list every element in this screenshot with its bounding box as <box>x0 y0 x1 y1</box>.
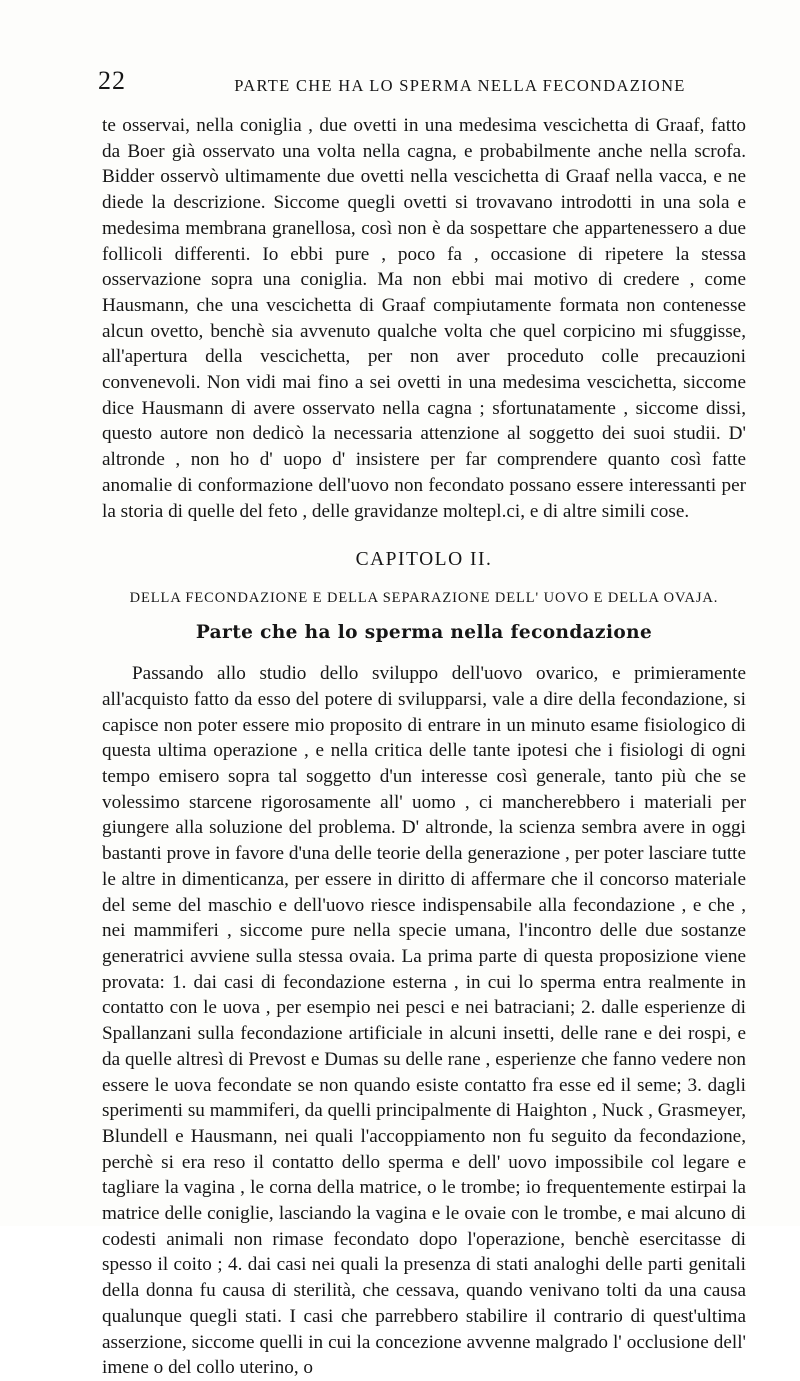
chapter-subtitle: DELLA FECONDAZIONE E DELLA SEPARAZIONE DELL' UOVO E DELLA OVAJA. <box>129 590 719 607</box>
paragraph: Passando allo studio dello sviluppo dell'uovo ovarico, e primieramente all'acquisto fatto da esso del potere di svilupparsi, vale a dire della fecondazione, si capisce non poter essere mio proposito di entrare in un minuto esame fisiologico di questa ultima operazione , e nella critica delle tante ipotesi che i fisiologi di ogni tempo emisero sopra tal soggetto d'un interesse così generale, tanto più che se volessimo starcene rigorosamente all' uomo , ci mancherebbero i materiali per giungere alla soluzione del problema. D' altronde, la scienza sembra avere in oggi bastanti prove in favore d'una delle teorie della generazione , per poter lasciare tutte le altre in dimenticanza, per essere in diritto di affermare che il concorso materiale del seme del maschio e dell'uovo riesce indispensabile alla fecondazione , e che , nei mammiferi , siccome pure nella specie umana, l'incontro delle due sostanze generatrici avviene sulla stessa ovaia. La prima parte di questa proposizione viene provata: 1. dai casi di fecondazione esterna , in cui lo sperma entra realmente in contatto con le uova , per esempio nei pesci e nei batraciani; 2. dalle esperienze di Spallanzani sulla fecondazione artificiale in alcuni insetti, delle rane e dei rospi, e da quelle altresì di Prevost e Dumas su delle rane , esperienze che fanno vedere non essere le uova fecondate se non quando esiste contatto fra esse ed il seme; 3. dagli sperimenti su mammiferi, da quelli principalmente di Haighton , Nuck , Grasmeyer, Blundell e Hausmann, nei quali l'accoppiamento non fu seguito da fecondazione, perchè si era reso il contatto dello sperma e dell' uovo impossibile col legare e tagliare la vagina , le corna della matrice, o le trombe; io frequentemente estirpai la matrice delle coniglie, lasciando la vagina e le ovaie con le trombe, e mai alcuno di codesti animali non rimase fecondato dopo l'operazione, benchè esercitasse di spesso il coito ; 4. dai casi nei quali la presenza di stati analoghi delle parti genitali della donna fu causa di sterilità, che cessava, quando venivano tolti da una causa qualunque quegli stati. I casi che parrebbero stabilire il contrario di quest'ultima asserzione, siccome quelli in cui la concezione avvenne malgrado l' occlusione dell' imene o del collo uterino, o <box>102 663 746 1379</box>
chapter-title: CAPITOLO II. <box>355 549 493 571</box>
running-title: PARTE CHE HA LO SPERMA NELLA FECONDAZIONE <box>234 76 686 95</box>
paragraph-continued: te osservai, nella coniglia , due ovetti in una medesima vescichetta di Graaf, fatto da Boer già osservato una volta nella cagna, e probabilmente anche nella scrofa. Bidder osservò ultimamente due ovetti nella vescichetta di Graaf nella vacca, e ne diede la descrizione. Siccome quegli ovetti si trovavano introdotti in una sola e medesima membrana granellosa, così non è da sospettare che appartenessero a due follicoli differenti. Io ebbi pure , poco fa , occasione di ripetere la stessa osservazione sopra una coniglia. Ma non ebbi mai motivo di credere , come Hausmann, che una vescichetta di Graaf compiutamente formata non contenesse alcun ovetto, benchè sia avvenuto qualche volta che quel corpicino mi sfuggisse, all'apertura della vescichetta, per non aver proceduto colle precauzioni convenevoli. Non vidi mai fino a sei ovetti in una medesima vescichetta, siccome dice Hausmann di avere osservato nella cagna ; sfortunatamente , siccome dissi, questo autore non dedicò la necessaria attenzione al soggetto dei suoi studii. D' altronde , non ho d' uopo d' insistere per far comprendere quanto così fatte anomalie di conformazione dell'uovo non fecondato possano essere interessanti per la storia di quelle del feto , delle gravidanze moltepl.ci, e di altre simili cose. <box>102 115 746 522</box>
body-text <box>102 113 746 1381</box>
page-number: 22 <box>98 66 126 95</box>
section-title: Parte che ha lo sperma nella fecondazione <box>195 622 653 644</box>
running-head <box>98 68 748 102</box>
